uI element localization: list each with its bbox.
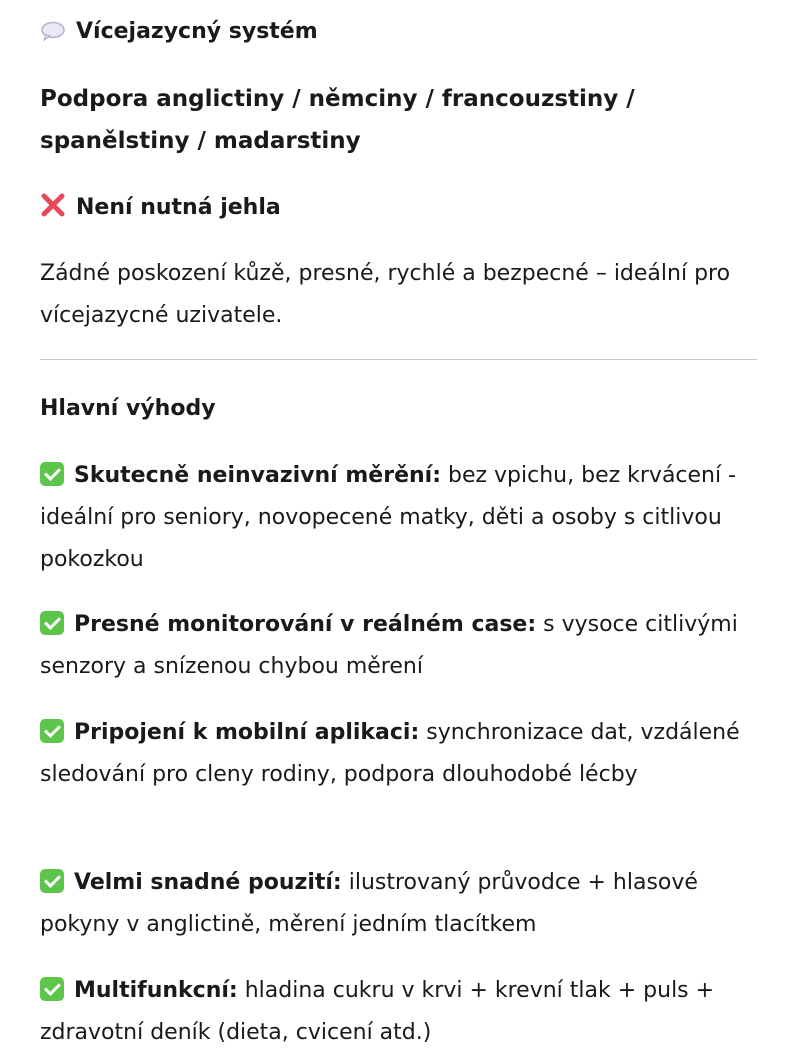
green-check-icon [40, 869, 64, 893]
no-needle-title: Není nutná jehla [76, 195, 281, 220]
benefit-item: Skutecně neinvazivní měrění: bez vpichu, bez krvácení - ideální pro seniory, novopecené matky, děti a osoby s citlivou pokozkou [40, 463, 737, 572]
benefit-item: Pripojení k mobilní aplikaci: synchronizace dat, vzdálené sledování pro cleny rodiny, podpora dlouhodobé lécby [40, 720, 740, 787]
benefit-item: Multifunkcní: hladina cukru v krvi + krevní tlak + puls + zdravotní deník (dieta, cvicení atd.) [40, 978, 715, 1045]
red-cross-icon [40, 191, 66, 233]
green-check-icon [40, 611, 64, 635]
green-check-icon [40, 977, 64, 1001]
main-benefits-heading: Hlavní výhody [40, 396, 216, 421]
multilingual-heading [40, 11, 765, 57]
language-support-heading: Podpora anglictiny / němciny / francouzstiny / spanělstiny / madarstiny [40, 86, 635, 154]
section-divider [40, 359, 757, 360]
green-check-icon [40, 462, 64, 486]
speech-bubble-icon [40, 15, 66, 57]
benefit-item: Presné monitorování v reálném case: s vysoce citlivými senzory a snízenou chybou měrení [40, 612, 738, 679]
multilingual-title: Vícejazycný systém [76, 19, 318, 44]
green-check-icon [40, 719, 64, 743]
benefit-item: Velmi snadné pouzití: ilustrovaný průvodce + hlasové pokyny v anglictině, měrení jedním tlacítkem [40, 870, 698, 937]
no-needle-heading [40, 187, 765, 233]
no-needle-description: Zádné poskození kůzě, presné, rychlé a bezpecné – ideální pro vícejazycné uzivatele. [40, 261, 731, 328]
